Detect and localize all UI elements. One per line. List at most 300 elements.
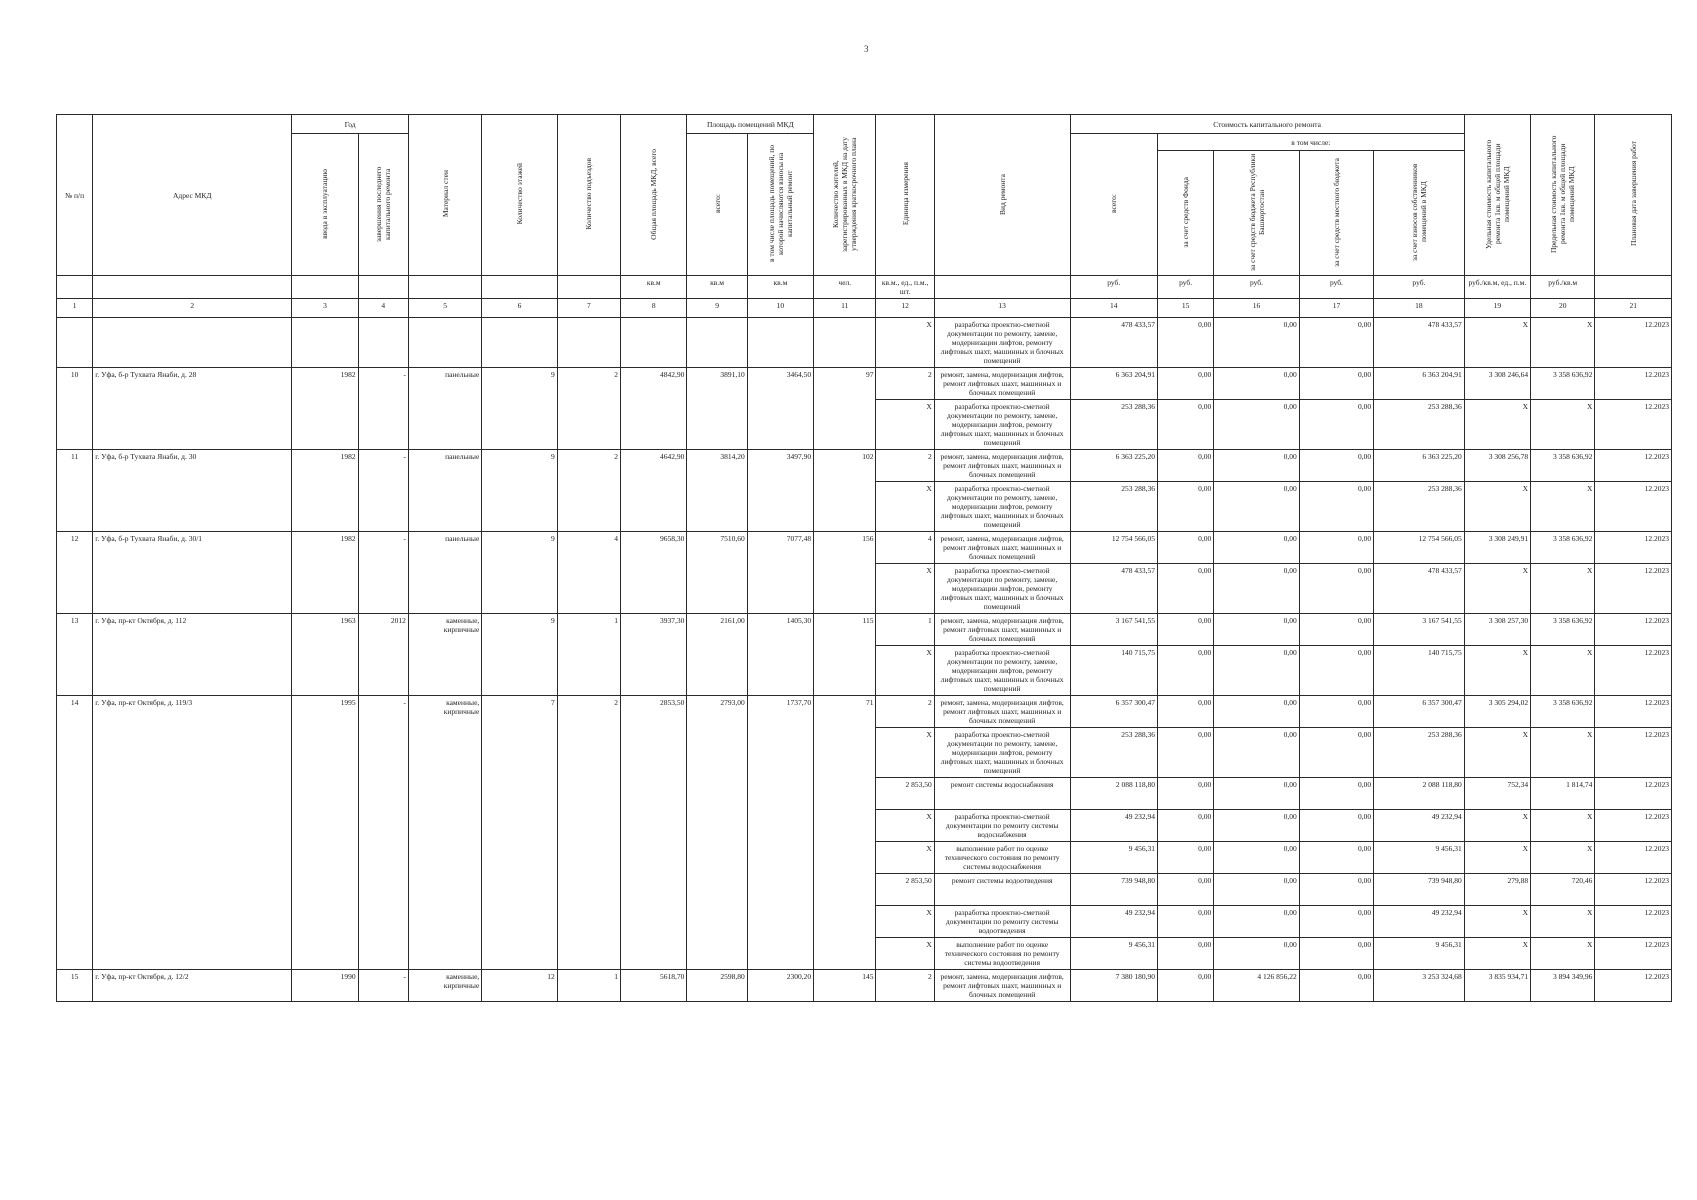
- row-num: 15: [57, 970, 93, 1002]
- work-type: ремонт системы водоснабжения: [934, 778, 1070, 810]
- header-area-group: Площадь помещений МКД: [687, 115, 814, 134]
- max-cost: 3 358 636,92: [1531, 532, 1595, 564]
- unit-cell: [1595, 276, 1672, 299]
- unit-cost: 3 308 257,30: [1464, 614, 1530, 646]
- planned-date: 12.2023: [1595, 810, 1672, 842]
- header-floors: Количество этажей: [482, 115, 557, 276]
- entrances: 2: [557, 368, 620, 450]
- address: г. Уфа, пр-кт Октября, д. 119/3: [93, 696, 292, 970]
- cost-fund: 0,00: [1157, 696, 1213, 728]
- address: г. Уфа, пр-кт Октября, д. 12/2: [93, 970, 292, 1002]
- unit-cell: руб./кв.м: [1531, 276, 1595, 299]
- capital-repair-table-sheet: [56, 114, 1672, 1002]
- cost-republic: 0,00: [1214, 564, 1299, 614]
- cost-owners: 3 167 541,55: [1374, 614, 1465, 646]
- cost-owners: 49 232,94: [1374, 906, 1465, 938]
- unit-value: X: [876, 938, 934, 970]
- total-area: 9658,30: [621, 532, 687, 614]
- unit-cell: руб.: [1299, 276, 1373, 299]
- unit-cost: 279,88: [1464, 874, 1530, 906]
- entrances: 2: [557, 696, 620, 970]
- unit-value: 1: [876, 614, 934, 646]
- header-year-commission: ввода в эксплуатацию: [292, 134, 358, 276]
- table-row: [57, 368, 1672, 400]
- col-number: 5: [408, 299, 481, 318]
- cost-republic: 0,00: [1214, 450, 1299, 482]
- max-cost: X: [1531, 400, 1595, 450]
- cost-local: 0,00: [1299, 482, 1373, 532]
- unit-value: X: [876, 318, 934, 368]
- cost-republic: 0,00: [1214, 318, 1299, 368]
- cost-fund: 0,00: [1157, 906, 1213, 938]
- area-fee: 1737,70: [747, 696, 813, 970]
- planned-date: 12.2023: [1595, 646, 1672, 696]
- cost-total: 739 948,80: [1070, 874, 1157, 906]
- unit-cell: руб./кв.м, ед., п.м.: [1464, 276, 1530, 299]
- cost-fund: 0,00: [1157, 874, 1213, 906]
- cost-owners: 6 357 300,47: [1374, 696, 1465, 728]
- cost-republic: 0,00: [1214, 728, 1299, 778]
- max-cost: 3 358 636,92: [1531, 614, 1595, 646]
- cost-local: 0,00: [1299, 874, 1373, 906]
- area-all: 2793,00: [687, 696, 747, 970]
- col-number: 10: [747, 299, 813, 318]
- cost-republic: 0,00: [1214, 614, 1299, 646]
- col-number: 14: [1070, 299, 1157, 318]
- planned-date: 12.2023: [1595, 970, 1672, 1002]
- year-last-repair: -: [358, 450, 408, 532]
- cost-owners: 6 363 204,91: [1374, 368, 1465, 400]
- max-cost: X: [1531, 938, 1595, 970]
- unit-cost: 752,34: [1464, 778, 1530, 810]
- unit-cell: кв.м., ед., п.м., шт.: [876, 276, 934, 299]
- year-commission: 1990: [292, 970, 358, 1002]
- cost-local: 0,00: [1299, 646, 1373, 696]
- col-number: 19: [1464, 299, 1530, 318]
- cost-republic: 0,00: [1214, 400, 1299, 450]
- col-number: 15: [1157, 299, 1213, 318]
- unit-cost: 3 308 246,64: [1464, 368, 1530, 400]
- cost-total: 478 433,57: [1070, 564, 1157, 614]
- work-type: ремонт, замена, модернизация лифтов, ремонт лифтовых шахт, машинных и блочных помещений: [934, 368, 1070, 400]
- row-num: 10: [57, 368, 93, 450]
- residents: 71: [814, 696, 876, 970]
- cost-fund: 0,00: [1157, 728, 1213, 778]
- header-year-group: Год: [292, 115, 409, 134]
- col-number: 12: [876, 299, 934, 318]
- header-wall-material: Материал стен: [408, 115, 481, 276]
- max-cost: 3 358 636,92: [1531, 696, 1595, 728]
- units-row: [57, 276, 1672, 299]
- entrances: 1: [557, 970, 620, 1002]
- cost-fund: 0,00: [1157, 970, 1213, 1002]
- header-total-area: Общая площадь МКД, всего: [621, 115, 687, 276]
- cost-total: 6 357 300,47: [1070, 696, 1157, 728]
- unit-value: X: [876, 810, 934, 842]
- column-number-row: [57, 299, 1672, 318]
- header-cost-total: всего:: [1070, 134, 1157, 276]
- cost-total: 9 456,31: [1070, 938, 1157, 970]
- cost-local: 0,00: [1299, 778, 1373, 810]
- header-cost-owners: за счет взносов собственников помещений в МКД: [1374, 151, 1465, 276]
- header-row-1: [57, 115, 1672, 134]
- floors: 12: [482, 970, 557, 1002]
- table-row: [57, 970, 1672, 1002]
- cost-owners: 253 288,36: [1374, 482, 1465, 532]
- area-fee: 2300,20: [747, 970, 813, 1002]
- header-entrances: Количество подъездов: [557, 115, 620, 276]
- planned-date: 12.2023: [1595, 318, 1672, 368]
- unit-cell: руб.: [1070, 276, 1157, 299]
- col-number: 11: [814, 299, 876, 318]
- unit-cost: X: [1464, 810, 1530, 842]
- unit-cell: кв.м: [747, 276, 813, 299]
- unit-value: X: [876, 646, 934, 696]
- unit-cell: руб.: [1374, 276, 1465, 299]
- address: г. Уфа, б-р Тухвата Янаби, д. 28: [93, 368, 292, 450]
- cost-total: 253 288,36: [1070, 728, 1157, 778]
- header-max-cost: Предельная стоимость капитального ремонта 1кв. м общей площади помещений МКД: [1531, 115, 1595, 276]
- year-commission: 1982: [292, 532, 358, 614]
- cost-fund: 0,00: [1157, 318, 1213, 368]
- cost-republic: 0,00: [1214, 368, 1299, 400]
- cost-total: 140 715,75: [1070, 646, 1157, 696]
- table-row: [57, 696, 1672, 728]
- year-last-repair: 2012: [358, 614, 408, 696]
- cost-republic: 0,00: [1214, 842, 1299, 874]
- unit-cost: X: [1464, 938, 1530, 970]
- col-number: 8: [621, 299, 687, 318]
- unit-value: 2 853,50: [876, 778, 934, 810]
- cost-local: 0,00: [1299, 938, 1373, 970]
- cost-republic: 0,00: [1214, 810, 1299, 842]
- header-work-type: Вид ремонта: [934, 115, 1070, 276]
- total-area: 5618,70: [621, 970, 687, 1002]
- cost-local: 0,00: [1299, 970, 1373, 1002]
- work-type: ремонт, замена, модернизация лифтов, ремонт лифтовых шахт, машинных и блочных помещений: [934, 970, 1070, 1002]
- cost-owners: 253 288,36: [1374, 728, 1465, 778]
- work-type: ремонт, замена, модернизация лифтов, ремонт лифтовых шахт, машинных и блочных помещений: [934, 450, 1070, 482]
- planned-date: 12.2023: [1595, 938, 1672, 970]
- max-cost: X: [1531, 318, 1595, 368]
- unit-value: 2: [876, 450, 934, 482]
- cost-owners: 478 433,57: [1374, 318, 1465, 368]
- floors: 9: [482, 368, 557, 450]
- work-type: разработка проектно-сметной документации по ремонту системы водоотведения: [934, 906, 1070, 938]
- wall-material: каменные, кирпичные: [408, 614, 481, 696]
- cost-total: 2 088 118,80: [1070, 778, 1157, 810]
- header-area-fee: в том числе площадь помещений, по которой начисляются взносы на капитальный ремонт: [747, 134, 813, 276]
- max-cost: 720,46: [1531, 874, 1595, 906]
- cost-fund: 0,00: [1157, 646, 1213, 696]
- cost-owners: 140 715,75: [1374, 646, 1465, 696]
- header-year-last-repair: завершения последнего капитального ремонта: [358, 134, 408, 276]
- total-area: 2853,50: [621, 696, 687, 970]
- total-area: 3937,30: [621, 614, 687, 696]
- unit-cost: X: [1464, 318, 1530, 368]
- cost-local: 0,00: [1299, 842, 1373, 874]
- cost-republic: 0,00: [1214, 906, 1299, 938]
- total-area: 4642,90: [621, 450, 687, 532]
- max-cost: X: [1531, 810, 1595, 842]
- entrances: 4: [557, 532, 620, 614]
- cost-owners: 9 456,31: [1374, 938, 1465, 970]
- area-all: 3891,10: [687, 368, 747, 450]
- unit-value: X: [876, 728, 934, 778]
- area-fee: 3464,50: [747, 368, 813, 450]
- work-type: разработка проектно-сметной документации по ремонту, замене, модернизации лифтов, ремонту лифтовых шахт, машинных и блочных помещений: [934, 318, 1070, 368]
- cost-total: 9 456,31: [1070, 842, 1157, 874]
- year-last-repair: -: [358, 970, 408, 1002]
- cost-republic: 0,00: [1214, 778, 1299, 810]
- year-commission: 1982: [292, 368, 358, 450]
- cost-republic: 0,00: [1214, 532, 1299, 564]
- cost-owners: 478 433,57: [1374, 564, 1465, 614]
- row-num: 12: [57, 532, 93, 614]
- residents: 115: [814, 614, 876, 696]
- cost-republic: 0,00: [1214, 874, 1299, 906]
- wall-material: панельные: [408, 532, 481, 614]
- planned-date: 12.2023: [1595, 368, 1672, 400]
- unit-cell: кв.м: [621, 276, 687, 299]
- residents: 145: [814, 970, 876, 1002]
- cost-republic: 0,00: [1214, 938, 1299, 970]
- cost-fund: 0,00: [1157, 532, 1213, 564]
- cost-total: 6 363 225,20: [1070, 450, 1157, 482]
- cost-total: 478 433,57: [1070, 318, 1157, 368]
- col-number: 18: [1374, 299, 1465, 318]
- planned-date: 12.2023: [1595, 696, 1672, 728]
- work-type: разработка проектно-сметной документации по ремонту, замене, модернизации лифтов, ремонту лифтовых шахт, машинных и блочных помещений: [934, 728, 1070, 778]
- unit-value: 2: [876, 970, 934, 1002]
- planned-date: 12.2023: [1595, 400, 1672, 450]
- floors: 7: [482, 696, 557, 970]
- year-last-repair: -: [358, 532, 408, 614]
- cost-republic: 4 126 856,22: [1214, 970, 1299, 1002]
- cost-fund: 0,00: [1157, 450, 1213, 482]
- area-all: 2161,00: [687, 614, 747, 696]
- cost-owners: 6 363 225,20: [1374, 450, 1465, 482]
- unit-cell: чел.: [814, 276, 876, 299]
- unit-cost: X: [1464, 400, 1530, 450]
- total-area: 4842,90: [621, 368, 687, 450]
- cost-local: 0,00: [1299, 728, 1373, 778]
- cost-local: 0,00: [1299, 318, 1373, 368]
- work-type: разработка проектно-сметной документации по ремонту, замене, модернизации лифтов, ремонту лифтовых шахт, машинных и блочных помещений: [934, 646, 1070, 696]
- cost-owners: 739 948,80: [1374, 874, 1465, 906]
- max-cost: X: [1531, 906, 1595, 938]
- cost-republic: 0,00: [1214, 696, 1299, 728]
- header-area-all: всего:: [687, 134, 747, 276]
- cost-fund: 0,00: [1157, 810, 1213, 842]
- year-commission: 1963: [292, 614, 358, 696]
- cost-local: 0,00: [1299, 810, 1373, 842]
- area-all: 2598,80: [687, 970, 747, 1002]
- max-cost: X: [1531, 728, 1595, 778]
- cost-local: 0,00: [1299, 368, 1373, 400]
- max-cost: X: [1531, 646, 1595, 696]
- table-row: [57, 614, 1672, 646]
- work-type: выполнение работ по оценке технического состояния по ремонту системы водоотведения: [934, 938, 1070, 970]
- cost-owners: 3 253 324,68: [1374, 970, 1465, 1002]
- cost-local: 0,00: [1299, 564, 1373, 614]
- wall-material: панельные: [408, 368, 481, 450]
- cost-owners: 49 232,94: [1374, 810, 1465, 842]
- unit-cell: [557, 276, 620, 299]
- cost-fund: 0,00: [1157, 564, 1213, 614]
- unit-cell: [408, 276, 481, 299]
- header-planned-date: Плановая дата завершения работ: [1595, 115, 1672, 276]
- unit-cost: X: [1464, 842, 1530, 874]
- planned-date: 12.2023: [1595, 614, 1672, 646]
- unit-value: 2: [876, 368, 934, 400]
- area-all: 3814,20: [687, 450, 747, 532]
- unit-cost: 3 308 249,91: [1464, 532, 1530, 564]
- work-type: ремонт, замена, модернизация лифтов, ремонт лифтовых шахт, машинных и блочных помещений: [934, 614, 1070, 646]
- work-type: разработка проектно-сметной документации по ремонту, замене, модернизации лифтов, ремонту лифтовых шахт, машинных и блочных помещений: [934, 400, 1070, 450]
- floors: 9: [482, 450, 557, 532]
- unit-cell: кв.м: [687, 276, 747, 299]
- col-number: 2: [93, 299, 292, 318]
- year-last-repair: -: [358, 368, 408, 450]
- col-number: 6: [482, 299, 557, 318]
- cost-owners: 253 288,36: [1374, 400, 1465, 450]
- col-number: 16: [1214, 299, 1299, 318]
- cost-total: 253 288,36: [1070, 400, 1157, 450]
- cost-fund: 0,00: [1157, 842, 1213, 874]
- unit-value: 4: [876, 532, 934, 564]
- work-type: разработка проектно-сметной документации по ремонту системы водоснабжения: [934, 810, 1070, 842]
- cost-owners: 2 088 118,80: [1374, 778, 1465, 810]
- header-unit: Единица измерения: [876, 115, 934, 276]
- row-num: 14: [57, 696, 93, 970]
- max-cost: 3 358 636,92: [1531, 450, 1595, 482]
- header-cost-local: за счет средств местного бюджета: [1299, 151, 1373, 276]
- unit-value: X: [876, 564, 934, 614]
- cost-fund: 0,00: [1157, 778, 1213, 810]
- table-row: [57, 318, 1672, 368]
- address: г. Уфа, б-р Тухвата Янаби, д. 30/1: [93, 532, 292, 614]
- year-last-repair: -: [358, 696, 408, 970]
- col-number: 13: [934, 299, 1070, 318]
- max-cost: X: [1531, 564, 1595, 614]
- planned-date: 12.2023: [1595, 906, 1672, 938]
- planned-date: 12.2023: [1595, 532, 1672, 564]
- planned-date: 12.2023: [1595, 842, 1672, 874]
- cost-republic: 0,00: [1214, 482, 1299, 532]
- cost-fund: 0,00: [1157, 938, 1213, 970]
- cost-owners: 9 456,31: [1374, 842, 1465, 874]
- col-number: 1: [57, 299, 93, 318]
- col-number: 3: [292, 299, 358, 318]
- area-fee: 1405,30: [747, 614, 813, 696]
- year-commission: 1982: [292, 450, 358, 532]
- residents: 156: [814, 532, 876, 614]
- unit-cost: 3 835 934,71: [1464, 970, 1530, 1002]
- floors: 9: [482, 532, 557, 614]
- area-fee: 3497,90: [747, 450, 813, 532]
- max-cost: 1 814,74: [1531, 778, 1595, 810]
- wall-material: панельные: [408, 450, 481, 532]
- unit-cost: X: [1464, 728, 1530, 778]
- planned-date: 12.2023: [1595, 450, 1672, 482]
- header-residents: Количество жителей, зарегистрированных в МКД на дату утверждения краткосрочного плана: [814, 115, 876, 276]
- col-number: 4: [358, 299, 408, 318]
- row-num: 11: [57, 450, 93, 532]
- table-row: [57, 450, 1672, 482]
- header-cost-republic: за счет средств бюджета Республики Башкортостан: [1214, 151, 1299, 276]
- unit-cost: 3 305 294,02: [1464, 696, 1530, 728]
- unit-cell: руб.: [1157, 276, 1213, 299]
- unit-cost: X: [1464, 646, 1530, 696]
- cost-local: 0,00: [1299, 906, 1373, 938]
- planned-date: 12.2023: [1595, 728, 1672, 778]
- cost-total: 3 167 541,55: [1070, 614, 1157, 646]
- cost-local: 0,00: [1299, 532, 1373, 564]
- header-num: № п/п: [57, 115, 93, 276]
- cost-local: 0,00: [1299, 450, 1373, 482]
- planned-date: 12.2023: [1595, 874, 1672, 906]
- cost-local: 0,00: [1299, 696, 1373, 728]
- col-number: 9: [687, 299, 747, 318]
- wall-material: каменные, кирпичные: [408, 970, 481, 1002]
- unit-cell: [482, 276, 557, 299]
- address: г. Уфа, б-р Тухвата Янаби, д. 30: [93, 450, 292, 532]
- cost-fund: 0,00: [1157, 368, 1213, 400]
- unit-value: 2 853,50: [876, 874, 934, 906]
- cost-local: 0,00: [1299, 400, 1373, 450]
- unit-cell: [93, 276, 292, 299]
- capital-repair-table: [56, 114, 1672, 1002]
- cost-total: 7 380 180,90: [1070, 970, 1157, 1002]
- unit-cost: X: [1464, 482, 1530, 532]
- unit-cell: [934, 276, 1070, 299]
- entrances: 2: [557, 450, 620, 532]
- header-incl: в том числе:: [1157, 134, 1464, 151]
- header-unit-cost: Удельная стоимость капитального ремонта 1кв. м общей площади помещений МКД: [1464, 115, 1530, 276]
- entrances: 1: [557, 614, 620, 696]
- work-type: разработка проектно-сметной документации по ремонту, замене, модернизации лифтов, ремонту лифтовых шахт, машинных и блочных помещений: [934, 482, 1070, 532]
- unit-cost: X: [1464, 906, 1530, 938]
- cost-total: 49 232,94: [1070, 810, 1157, 842]
- unit-cell: [358, 276, 408, 299]
- col-number: 21: [1595, 299, 1672, 318]
- work-type: ремонт системы водоотведения: [934, 874, 1070, 906]
- year-commission: 1995: [292, 696, 358, 970]
- header-cost-group: Стоимость капитального ремонта: [1070, 115, 1464, 134]
- planned-date: 12.2023: [1595, 482, 1672, 532]
- col-number: 20: [1531, 299, 1595, 318]
- unit-cell: [57, 276, 93, 299]
- floors: 9: [482, 614, 557, 696]
- cost-owners: 12 754 566,05: [1374, 532, 1465, 564]
- work-type: ремонт, замена, модернизация лифтов, ремонт лифтовых шахт, машинных и блочных помещений: [934, 696, 1070, 728]
- cost-local: 0,00: [1299, 614, 1373, 646]
- cost-total: 6 363 204,91: [1070, 368, 1157, 400]
- row-num: 13: [57, 614, 93, 696]
- col-number: 7: [557, 299, 620, 318]
- max-cost: 3 358 636,92: [1531, 368, 1595, 400]
- unit-value: X: [876, 906, 934, 938]
- residents: 97: [814, 368, 876, 450]
- cost-total: 49 232,94: [1070, 906, 1157, 938]
- area-fee: 7077,48: [747, 532, 813, 614]
- cost-republic: 0,00: [1214, 646, 1299, 696]
- residents: 102: [814, 450, 876, 532]
- unit-cost: 3 308 256,78: [1464, 450, 1530, 482]
- work-type: выполнение работ по оценке технического состояния по ремонту системы водоснабжения: [934, 842, 1070, 874]
- unit-cost: X: [1464, 564, 1530, 614]
